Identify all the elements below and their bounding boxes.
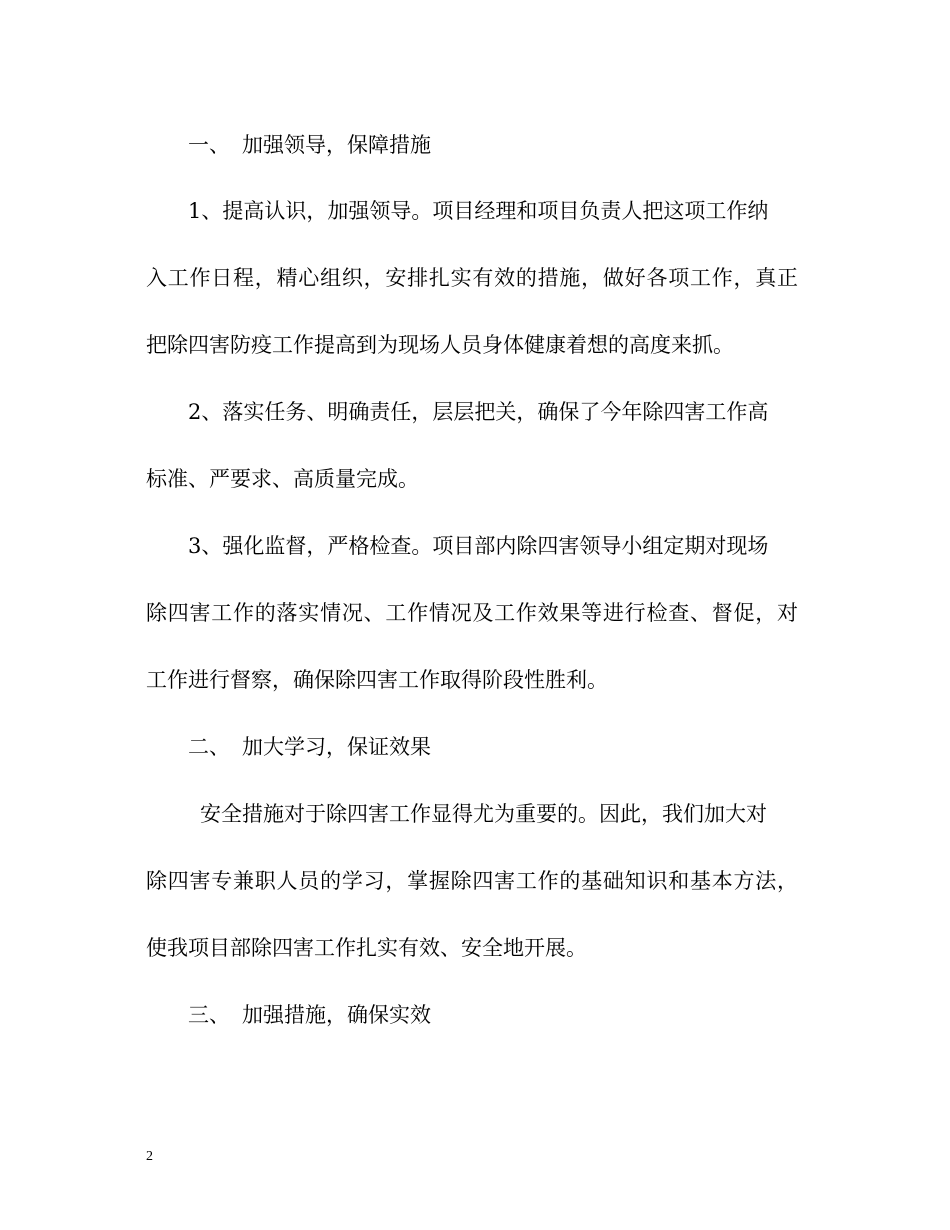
section-heading-3 bbox=[188, 1001, 848, 1029]
paragraph-line: 使我项目部除四害工作扎实有效、安全地开展。 bbox=[146, 936, 587, 960]
paragraph-line: 入工作日程，精心组织，安排扎实有效的措施，做好各项工作，真正 bbox=[146, 266, 798, 290]
paragraph-line: 把除四害防疫工作提高到为现场人员身体健康着想的高度来抓。 bbox=[146, 333, 734, 357]
paragraph-line: 除四害专兼职人员的学习，掌握除四害工作的基础知识和基本方法， bbox=[146, 869, 798, 893]
paragraph-line: 除四害工作的落实情况、工作情况及工作效果等进行检查、督促，对 bbox=[146, 601, 798, 625]
section-title: 加大学习，保证效果 bbox=[242, 735, 431, 759]
section-number: 一、 bbox=[188, 133, 230, 157]
section-title: 加强措施，确保实效 bbox=[242, 1003, 431, 1027]
paragraph-line: 1、提高认识，加强领导。项目经理和项目负责人把这项工作纳 bbox=[188, 199, 769, 223]
paragraph-line: 标准、严要求、高质量完成。 bbox=[146, 467, 419, 491]
section-number: 三、 bbox=[188, 1003, 230, 1027]
section-heading-1 bbox=[188, 131, 848, 159]
paragraph-line: 2、落实任务、明确责任，层层把关，确保了今年除四害工作高 bbox=[188, 400, 769, 424]
paragraph-line: 工作进行督察，确保除四害工作取得阶段性胜利。 bbox=[146, 668, 608, 692]
paragraph-line: 安全措施对于除四害工作显得尤为重要的。因此，我们加大对 bbox=[200, 802, 767, 826]
page-number: 2 bbox=[146, 1149, 153, 1164]
section-number: 二、 bbox=[188, 735, 230, 759]
section-title: 加强领导，保障措施 bbox=[242, 133, 431, 157]
section-heading-2 bbox=[188, 733, 848, 761]
paragraph-line: 3、强化监督，严格检查。项目部内除四害领导小组定期对现场 bbox=[188, 534, 769, 558]
